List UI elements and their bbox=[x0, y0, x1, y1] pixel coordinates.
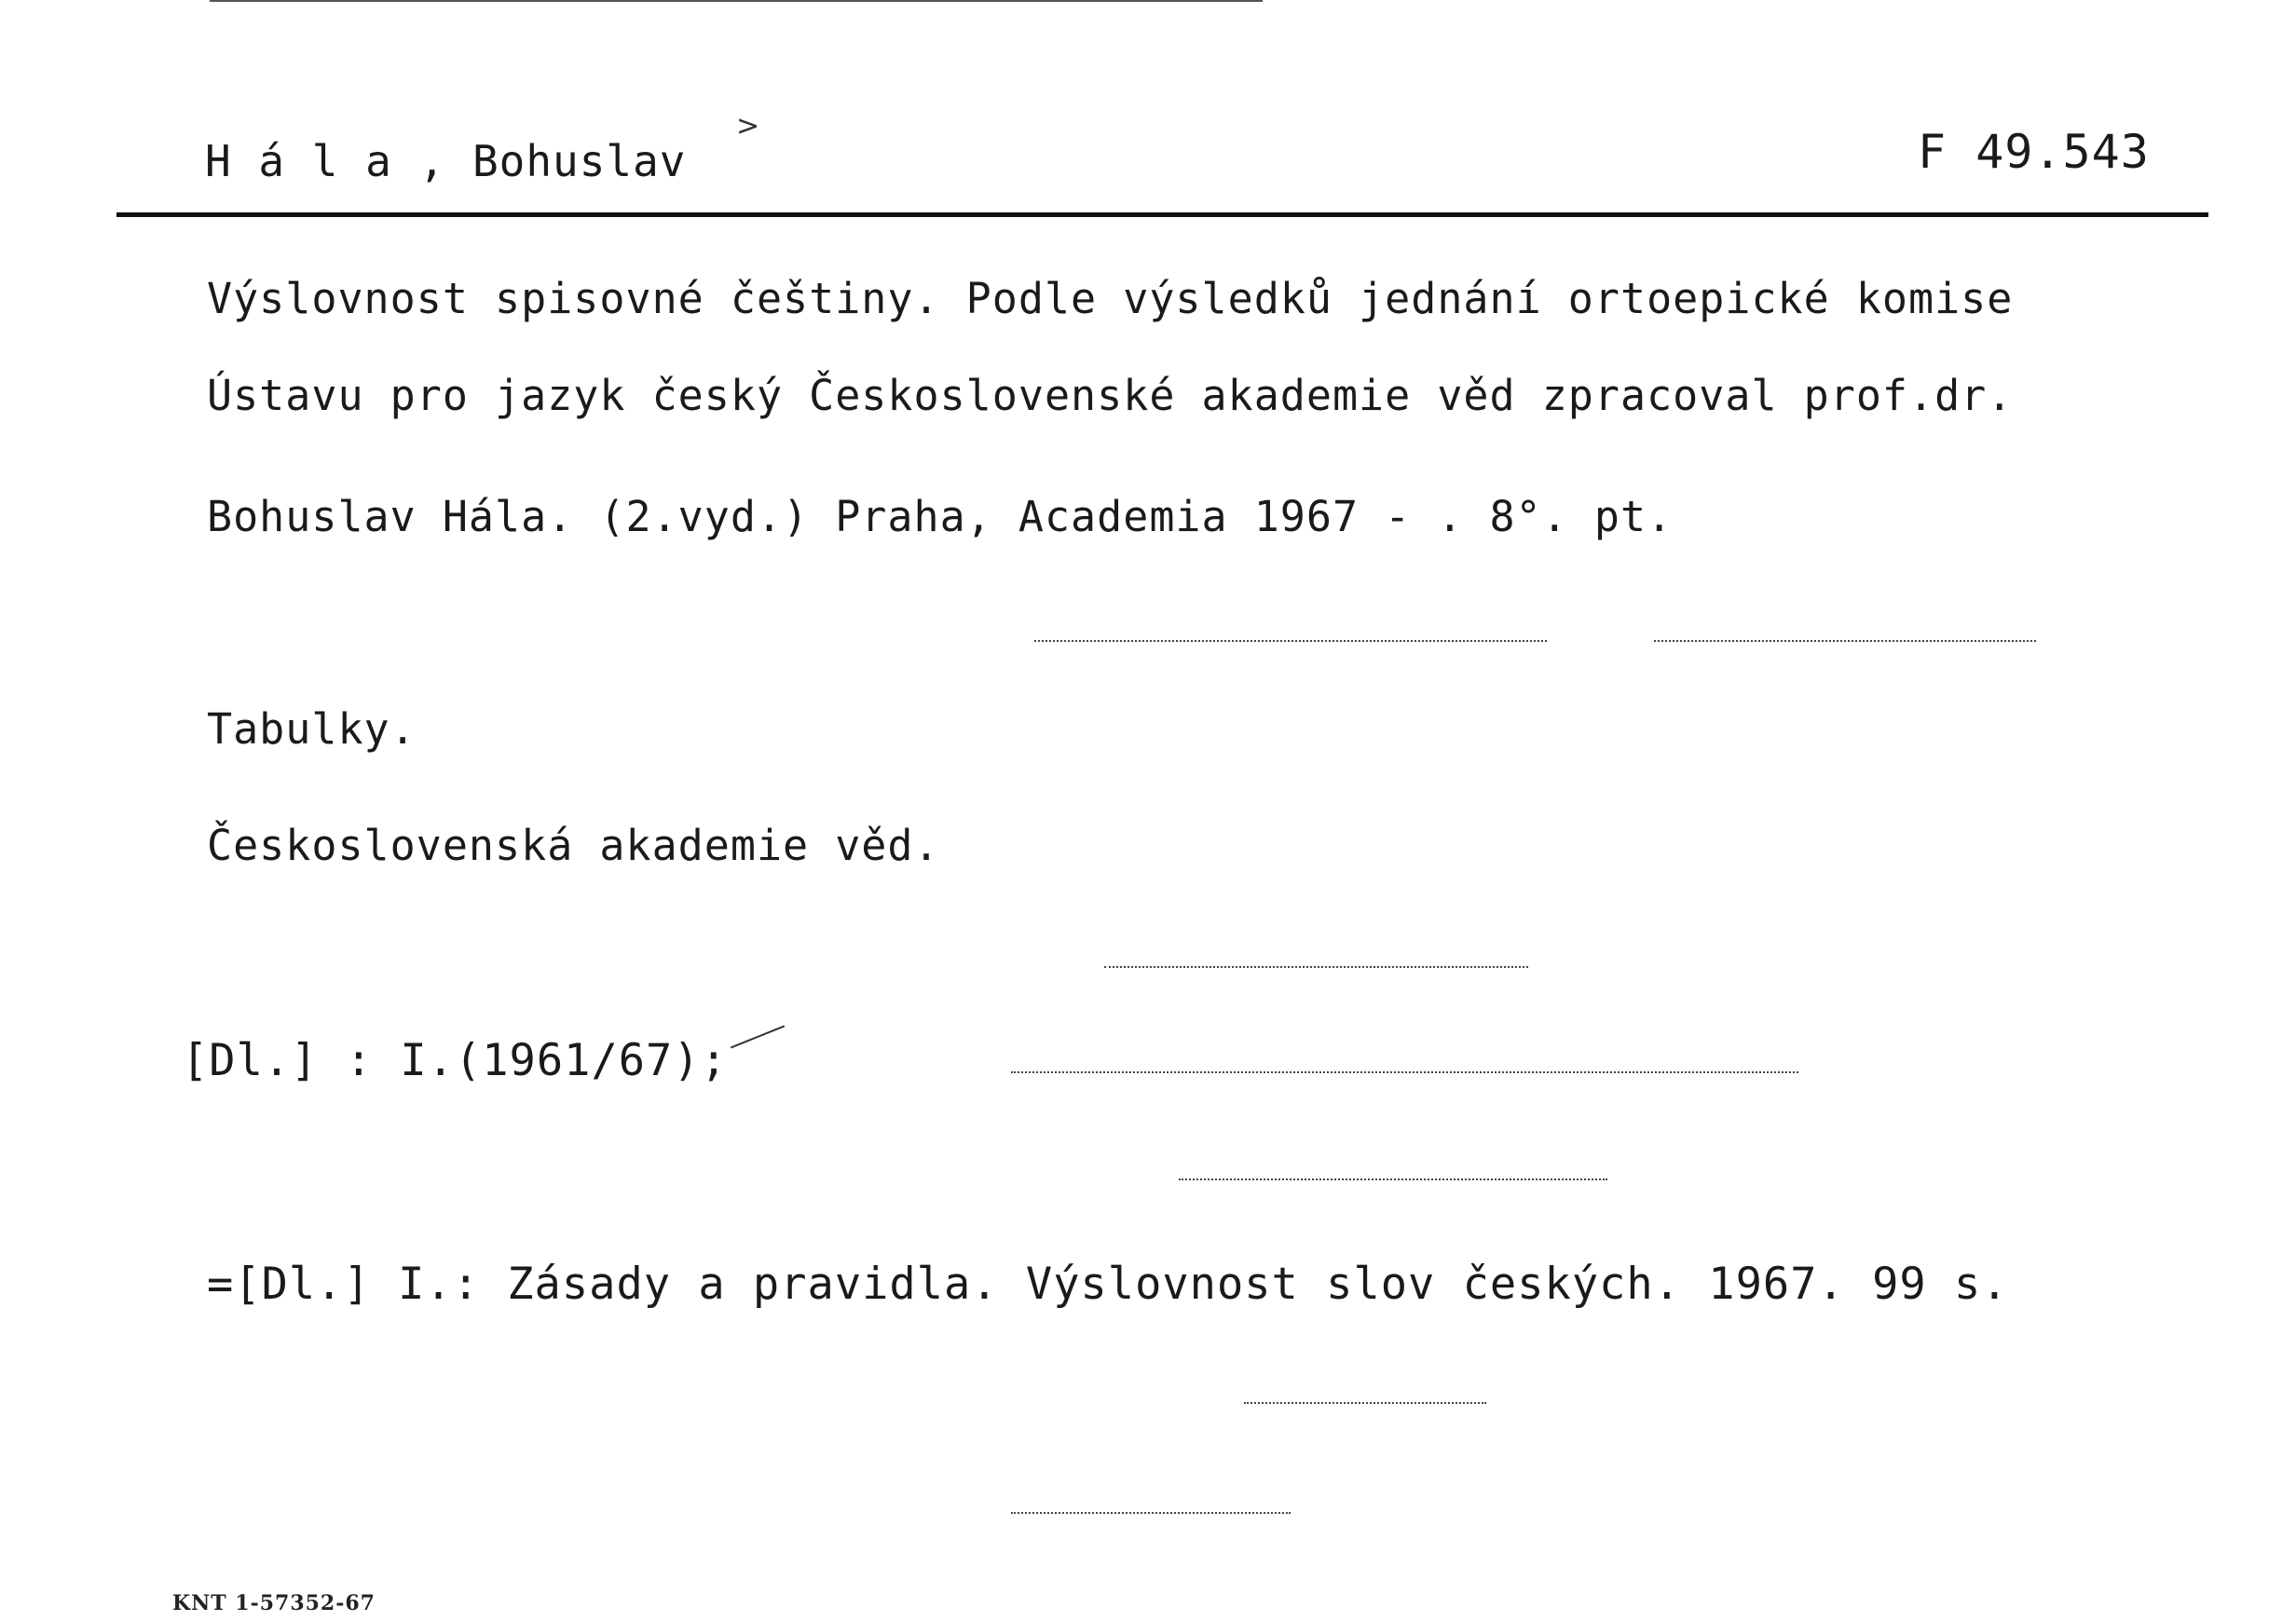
dotted-line bbox=[1011, 1512, 1291, 1514]
pen-stroke bbox=[731, 1025, 785, 1048]
dotted-line bbox=[1244, 1402, 1486, 1404]
title-line-1: Výslovnost spisovné češtiny. Podle výsledků jednání ortoepické komise bbox=[207, 274, 2014, 323]
volume-entry: =[Dl.] I.: Zásady a pravidla. Výslovnost slov českých. 1967. 99 s. bbox=[207, 1259, 2009, 1310]
top-edge-line bbox=[210, 0, 1263, 2]
dotted-line bbox=[1011, 1071, 1798, 1073]
volumes-line: [Dl.] : I.(1961/67); bbox=[182, 1035, 728, 1086]
hand-mark: > bbox=[736, 110, 760, 143]
card-print-code: KNT 1-57352-67 bbox=[172, 1591, 376, 1615]
note-corporate: Československá akademie věd. bbox=[207, 821, 940, 870]
title-line-2: Ústavu pro jazyk český Československé akademie věd zpracoval prof.dr. bbox=[207, 371, 2014, 420]
dotted-line bbox=[1179, 1178, 1607, 1180]
dotted-line bbox=[1034, 640, 1547, 642]
dotted-line bbox=[1654, 640, 2036, 642]
dotted-line bbox=[1104, 966, 1528, 968]
imprint-line: Bohuslav Hála. (2.vyd.) Praha, Academia 1967 - . 8°. pt. bbox=[207, 492, 1674, 541]
note-tables: Tabulky. bbox=[207, 704, 417, 754]
card-author-heading: H á l a , Bohuslav bbox=[205, 136, 687, 186]
call-number: F 49.543 bbox=[1918, 125, 2150, 179]
header-rule bbox=[116, 212, 2208, 217]
